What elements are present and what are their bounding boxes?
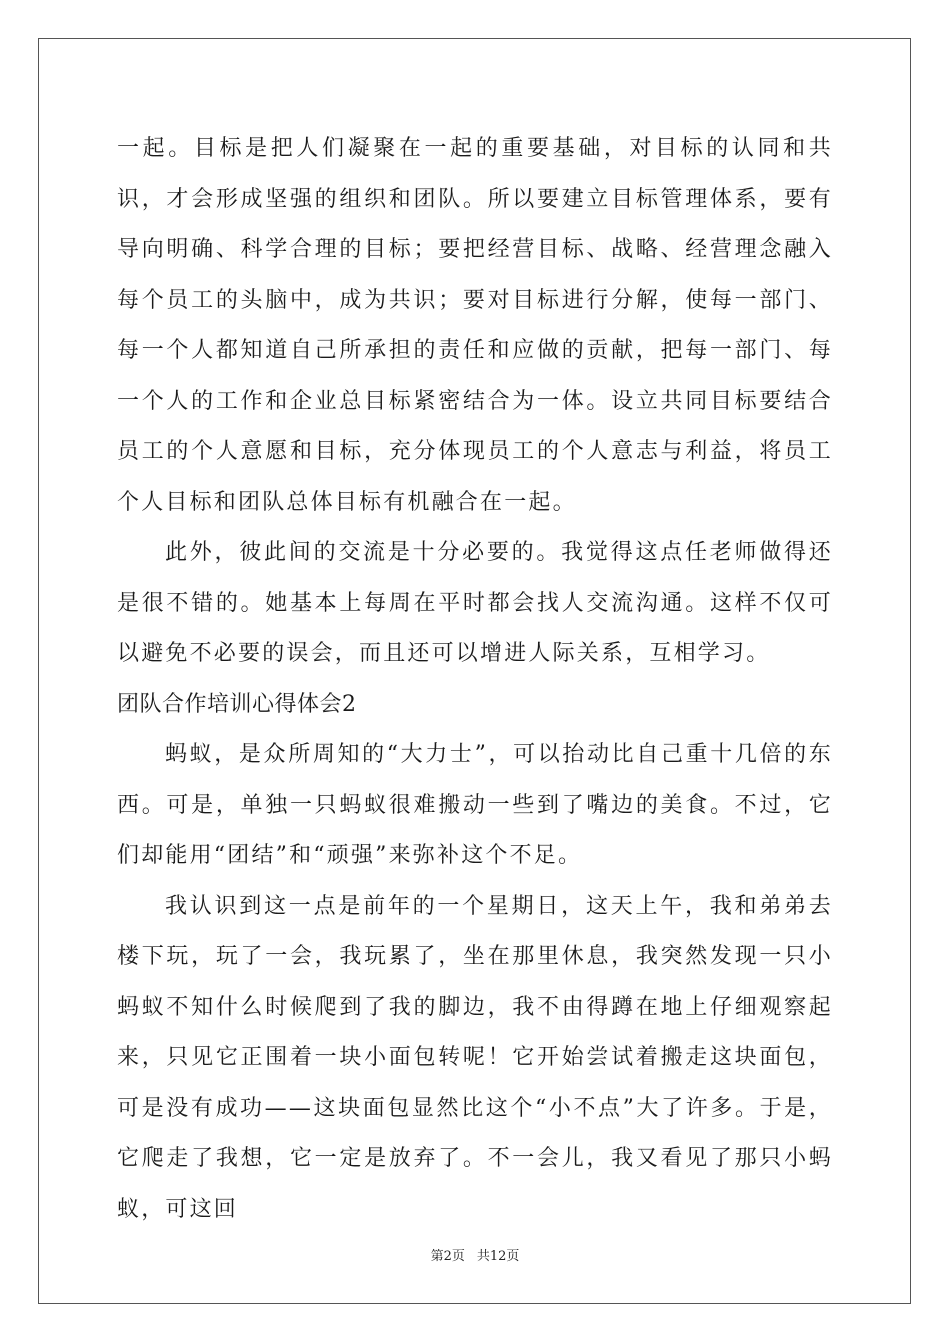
- body-paragraph: 我认识到这一点是前年的一个星期日，这天上午，我和弟弟去楼下玩，玩了一会，我玩累了，坐在那里休息，我突然发现一只小蚂蚁不知什么时候爬到了我的脚边，我不由得蹲在地上仔细观察起来，只见它正围着一块小面包转呢！它开始尝试着搬走这块面包，可是没有成功——这块面包显然比这个“小不点”大了许多。于是，它爬走了我想，它一定是放弃了。不一会儿，我又看见了那只小蚂蚁，可这回: [117, 893, 833, 1222]
- document-body: [117, 124, 833, 1235]
- page-total: 共12页: [476, 1249, 520, 1264]
- section-heading: 团队合作培训心得体会2: [117, 691, 357, 717]
- page-footer: [0, 1249, 950, 1265]
- body-paragraph: 一起。目标是把人们凝聚在一起的重要基础，对目标的认同和共识，才会形成坚强的组织和团队。所以要建立目标管理体系，要有导向明确、科学合理的目标；要把经营目标、战略、经营理念融入每个员工的头脑中，成为共识；要对目标进行分解，使每一部门、每一个人都知道自己所承担的责任和应做的贡献，把每一部门、每一个人的工作和企业总目标紧密结合为一体。设立共同目标要结合员工的个人意愿和目标，充分体现员工的个人意志与利益，将员工个人目标和团队总体目标有机融合在一起。: [117, 136, 833, 515]
- body-paragraph: 蚂蚁，是众所周知的“大力士”，可以抬动比自己重十几倍的东西。可是，单独一只蚂蚁很难搬动一些到了嘴边的美食。不过，它们却能用“团结”和“顽强”来弥补这个不足。: [117, 742, 833, 868]
- body-paragraph: 此外，彼此间的交流是十分必要的。我觉得这点任老师做得还是很不错的。她基本上每周在平时都会找人交流沟通。这样不仅可以避免不必要的误会，而且还可以增进人际关系，互相学习。: [117, 540, 833, 666]
- page-number: 第2页: [430, 1249, 465, 1264]
